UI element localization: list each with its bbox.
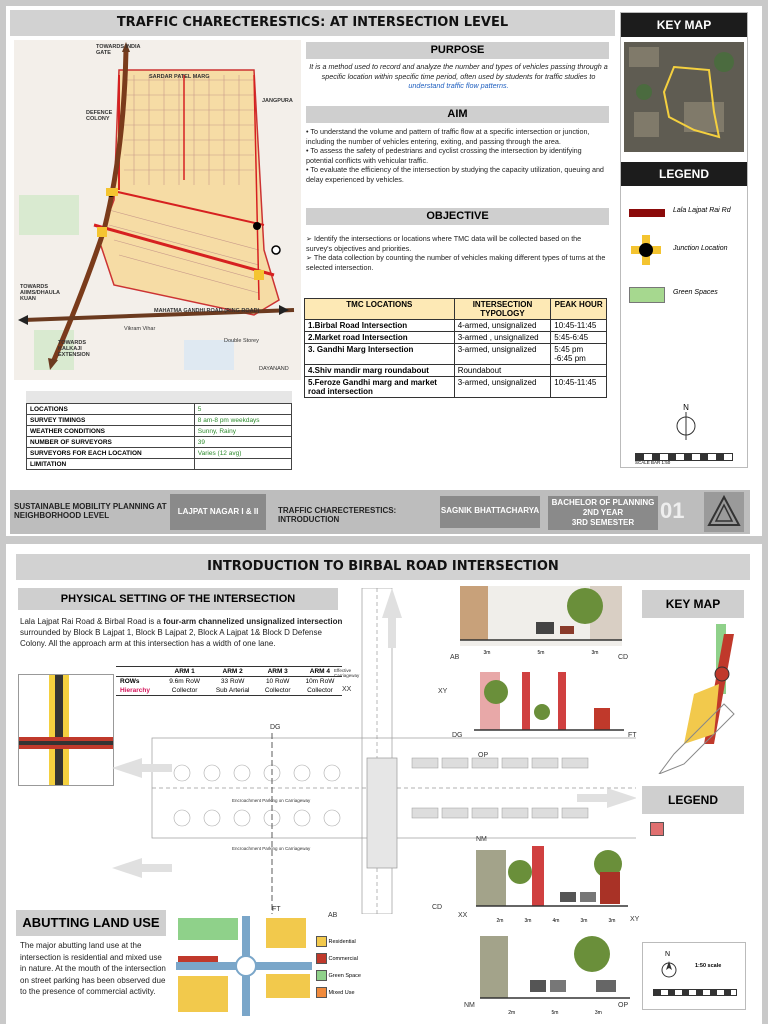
physical-setting-heading: PHYSICAL SETTING OF THE INTERSECTION xyxy=(18,588,338,610)
survey-info-label: WEATHER CONDITIONS xyxy=(27,426,195,437)
footer-area: LAJPAT NAGAR I & II xyxy=(170,494,266,530)
arms-row-rows: ROWs 9.6m RoW 33 RoW 10 RoW 10m RoW xyxy=(120,678,335,685)
map-label-road2: MAHATMA GANDHI ROAD (RING ROAD) xyxy=(154,308,260,314)
legend-label-junction: Junction Location xyxy=(673,245,728,252)
sheet-1 xyxy=(6,6,762,536)
map-label-dayanand: DAYANAND xyxy=(259,366,289,372)
scale-2-bar xyxy=(653,989,737,996)
legend-swatch-road xyxy=(629,209,665,217)
map-label-road1: SARDAR PATEL MARG xyxy=(149,74,210,80)
footer-course: SUSTAINABLE MOBILITY PLANNING AT NEIGHBORHOOD LEVEL xyxy=(14,502,167,520)
section-nm-label-right: OP xyxy=(618,1002,629,1009)
plan-label-encroach-2: Encroachment Parking on Carriageway xyxy=(232,846,311,851)
section-dg-label-right: FT xyxy=(628,732,637,739)
map-label-india-gate: TOWARDS INDIA GATE xyxy=(96,44,141,56)
map-label-kalkaji: TOWARDS KALKAJI EXTENSION xyxy=(58,340,90,358)
landuse-legend-item: Mixed Use xyxy=(316,987,386,1004)
map-label-aiims: TOWARDS AIIMS/DHAULA KUAN xyxy=(20,284,60,302)
tmc-cell: 5:45-6:45 xyxy=(551,332,607,344)
map-label-double-storey: Double Storey xyxy=(224,338,259,344)
survey-info-row xyxy=(27,437,292,448)
tmc-cell: Roundabout xyxy=(454,365,551,377)
survey-info-value: Varies (12 avg) xyxy=(194,448,291,459)
abutting-heading: ABUTTING LAND USE xyxy=(16,910,166,936)
abutting-text: The major abutting land use at the intersection is residential and mixed use in nature. At the mouth of the intersection on street parking has been observed due to the presence of commercial activity. xyxy=(20,941,166,996)
purpose-heading: PURPOSE xyxy=(306,42,609,59)
objective-heading: OBJECTIVE xyxy=(306,208,609,225)
objective-item: ➢ The data collection by counting the number of vehicles making different types of turns at the selected intersection. xyxy=(306,253,606,272)
survey-info-row xyxy=(27,426,292,437)
legend-2-swatch xyxy=(650,822,664,836)
survey-info-label: LIMITATION xyxy=(27,459,195,470)
section-label-xx: XX xyxy=(342,686,352,693)
tmc-header: PEAK HOUR xyxy=(551,299,607,320)
key-map-2-image xyxy=(654,624,744,774)
survey-info-row xyxy=(27,448,292,459)
section-label-op: OP xyxy=(478,752,489,759)
tmc-cell: 3-armed, unsignalized xyxy=(454,377,551,398)
tmc-header: INTERSECTION TYPOLOGY xyxy=(454,299,551,320)
legend-label-road: Lala Lajpat Rai Rd xyxy=(673,207,731,214)
survey-info-label: LOCATIONS xyxy=(27,404,195,415)
street-section-xx xyxy=(476,846,628,908)
purpose-text xyxy=(306,62,611,91)
north-arrow xyxy=(671,403,701,443)
landuse-legend-item: Residential xyxy=(316,936,386,953)
footer-author: SAGNIK BHATTACHARYA xyxy=(440,496,540,528)
tmc-cell: 2.Market road Intersection xyxy=(305,332,455,344)
legend-2-title: LEGEND xyxy=(642,786,744,814)
section-nm-label-left: NM xyxy=(464,1002,475,1009)
sheet-2 xyxy=(6,544,762,1024)
legend-title: LEGEND xyxy=(621,162,747,186)
tmc-cell: 5.Feroze Gandhi marg and market road intersection xyxy=(305,377,455,398)
landuse-legend-item: Commercial xyxy=(316,953,386,970)
legend-swatch-green xyxy=(629,287,665,303)
aim-heading: AIM xyxy=(306,106,609,123)
footer-degree: BACHELOR OF PLANNING 2ND YEAR 3RD SEMESTER xyxy=(548,496,658,530)
section-xx-dims: 2m 3m 4m 3m 3m xyxy=(496,918,616,924)
survey-info-row xyxy=(27,415,292,426)
survey-info-row xyxy=(27,404,292,415)
north-scale-box xyxy=(642,942,746,1010)
legend-2-body xyxy=(642,814,744,914)
map-label-defence: DEFENCE COLONY xyxy=(86,110,113,122)
junction-icon xyxy=(631,235,661,265)
key-map-image xyxy=(624,42,744,152)
survey-info-row xyxy=(27,459,292,470)
arms-table: ARM 1 ARM 2 ARM 3 ARM 4 ROWs 9.6m RoW 33 RoW 10 RoW 10m RoW Hierarchy Collector Sub Arterial Collector Collector xyxy=(116,666,342,696)
objective-list xyxy=(306,234,609,272)
aim-list xyxy=(306,127,609,185)
section-label-ab: AB xyxy=(328,912,338,919)
tmc-row xyxy=(305,344,607,365)
survey-info-value: 5 xyxy=(194,404,291,415)
survey-info-value: Sunny, Rainy xyxy=(194,426,291,437)
street-section-nm xyxy=(480,934,630,1002)
survey-info-table xyxy=(26,403,292,470)
section-ab-dims: 3m 5m 3m xyxy=(483,650,599,656)
sheet2-title: INTRODUCTION TO BIRBAL ROAD INTERSECTION xyxy=(16,554,750,580)
tmc-row xyxy=(305,365,607,377)
landuse-legend-item: Green Space xyxy=(316,970,386,987)
tmc-cell: 3. Gandhi Marg Intersection xyxy=(305,344,455,365)
intersection-diagram xyxy=(18,674,114,786)
street-section-dg xyxy=(474,668,624,734)
sheet1-title: TRAFFIC CHARECTERESTICS: AT INTERSECTION LEVEL xyxy=(10,10,615,36)
plan-label-effective: Effective Carriageway xyxy=(334,668,360,678)
page-number: 01 xyxy=(660,498,685,523)
survey-info-label: SURVEYORS FOR EACH LOCATION xyxy=(27,448,195,459)
landuse-legend xyxy=(316,936,386,1004)
section-dg-label-left: DG xyxy=(452,732,463,739)
survey-info-value: 39 xyxy=(194,437,291,448)
tmc-table xyxy=(304,298,607,398)
tmc-cell xyxy=(551,365,607,377)
purpose-body: It is a method used to record and analyze the number and types of vehicles passing through a specific location within specific time period, often used by students for traffic studies to xyxy=(309,62,608,81)
map-label-jangpura: JANGPURA xyxy=(262,98,293,104)
plan-label-encroach-1: Encroachment Parking on Carriageway xyxy=(232,798,311,803)
survey-info-label: SURVEY TIMINGS xyxy=(27,415,195,426)
logo-icon xyxy=(704,492,744,532)
footer xyxy=(10,490,750,534)
tmc-cell: 3-armed , unsignalized xyxy=(454,332,551,344)
scale-2-label: 1:50 scale xyxy=(695,963,722,969)
section-ab-label-left: AB xyxy=(450,654,460,661)
north-label: N xyxy=(683,403,689,412)
survey-info-label: NUMBER OF SURVEYORS xyxy=(27,437,195,448)
survey-info-value xyxy=(194,459,291,470)
tmc-header: TMC LOCATIONS xyxy=(305,299,455,320)
objective-item: ➢ Identify the intersections or locations where TMC data will be collected based on the survey's objectives and priorities. xyxy=(306,234,582,253)
tmc-cell: 4-armed, unsignalized xyxy=(454,320,551,332)
key-map-2-title: KEY MAP xyxy=(642,590,744,618)
tmc-cell: 10:45-11:45 xyxy=(551,377,607,398)
arms-row-hierarchy: Hierarchy Collector Sub Arterial Collector Collector xyxy=(120,687,333,694)
tmc-cell: 5:45 pm -6:45 pm xyxy=(551,344,607,365)
section-ab-label-right: CD xyxy=(618,654,629,661)
aim-item: • To evaluate the efficiency of the intersection by studying the capacity utilization, queuing and delay experienced by vehicles. xyxy=(306,165,604,184)
section-label-cd: CD xyxy=(432,904,443,911)
section-nm-dims: 2m 5m 3m xyxy=(508,1010,602,1016)
tmc-row xyxy=(305,320,607,332)
section-label-dg: DG xyxy=(270,724,281,731)
aim-item: • To understand the volume and pattern of traffic flow at a specific intersection or junction, including the number of vehicles entering, exiting, and passing through the area. xyxy=(306,127,590,146)
scale-bar-label: SCALE BAR 1:50 xyxy=(635,460,671,465)
area-map xyxy=(14,40,301,380)
key-map-title: KEY MAP xyxy=(621,13,747,37)
tmc-row xyxy=(305,377,607,398)
key-map-panel xyxy=(620,12,748,468)
physical-setting-text: Lala Lajpat Rai Road & Birbal Road is a four-arm channelized unsignalized intersection surrounded by Block B Lajpat 1, Block B Lajpat 2, Block A Lajpat 1& Block D Defense Colony. All the approach arm at this intersection has a width of one lane. xyxy=(20,617,343,648)
tmc-cell: 3-armed, unsignalized xyxy=(454,344,551,365)
map-label-vikram: Vikram Vihar xyxy=(124,326,156,332)
aim-item: • To assess the safety of pedestrians and cyclist crossing the intersection by identifying potential conflicts with vehicular traffic. xyxy=(306,146,582,165)
section-label-nm: NM xyxy=(476,836,487,843)
purpose-link: understand traffic flow patterns. xyxy=(408,81,509,91)
section-label-ft: FT xyxy=(272,906,281,913)
tmc-cell: 1.Birbal Road Intersection xyxy=(305,320,455,332)
section-xx-label-left: XX xyxy=(458,912,468,919)
tmc-cell: 10:45-11:45 xyxy=(551,320,607,332)
street-section-ab xyxy=(460,586,622,646)
survey-info-header xyxy=(26,391,292,403)
footer-topic: TRAFFIC CHARECTERESTICS: INTRODUCTION xyxy=(278,506,397,524)
tmc-row xyxy=(305,332,607,344)
section-xx-label-right: XY xyxy=(630,916,640,923)
tmc-cell: 4.Shiv mandir marg roundabout xyxy=(305,365,455,377)
landuse-map xyxy=(176,916,312,1016)
survey-info-value: 8 am-8 pm weekdays xyxy=(194,415,291,426)
section-label-xy: XY xyxy=(438,688,448,695)
north-2-label: N xyxy=(665,951,671,958)
legend-label-green: Green Spaces xyxy=(673,289,718,296)
